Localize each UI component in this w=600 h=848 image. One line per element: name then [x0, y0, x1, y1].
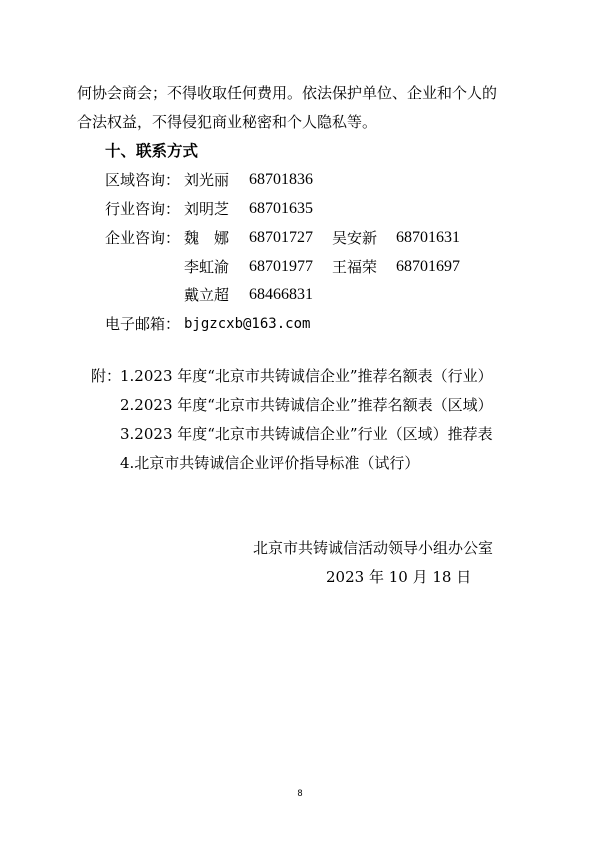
- enterprise-contact-name: 李虹渝: [184, 258, 230, 276]
- signing-organization: 北京市共铸诚信活动领导小组办公室: [253, 539, 494, 557]
- paragraph-line-2: 合法权益，不得侵犯商业秘密和个人隐私等。: [77, 113, 378, 131]
- attachment-item: 1.2023 年度“北京市共铸诚信企业”推荐名额表（行业）: [120, 367, 493, 385]
- enterprise-contact-name: 魏 娜: [184, 229, 230, 247]
- enterprise-contact-phone: 68701697: [396, 258, 460, 275]
- region-contact-name: 刘光丽: [184, 171, 230, 189]
- email-address[interactable]: bjgzcxb@163.com: [184, 316, 311, 332]
- enterprise-contact-label: 企业咨询：: [105, 229, 181, 247]
- paragraph-line-1: 何协会商会；不得收取任何费用。依法保护单位、企业和个人的: [77, 84, 498, 102]
- attachment-item: 2.2023 年度“北京市共铸诚信企业”推荐名额表（区域）: [120, 396, 493, 414]
- industry-contact-name: 刘明芝: [184, 200, 230, 218]
- attachment-item: 3.2023 年度“北京市共铸诚信企业”行业（区域）推荐表: [120, 425, 493, 443]
- attachments-label: 附：: [91, 367, 122, 385]
- industry-contact-phone: 68701635: [249, 200, 313, 217]
- email-label: 电子邮箱：: [105, 315, 181, 333]
- attachment-item: 4.北京市共铸诚信企业评价指导标准（试行）: [120, 454, 420, 472]
- enterprise-contact-phone: 68701977: [249, 258, 313, 275]
- enterprise-contact-name: 戴立超: [184, 286, 230, 304]
- enterprise-contact-phone: 68466831: [249, 286, 313, 303]
- section-heading: 十、联系方式: [105, 142, 199, 160]
- enterprise-contact-phone: 68701727: [249, 229, 313, 246]
- page-number: 8: [297, 788, 303, 798]
- enterprise-contact-phone: 68701631: [396, 229, 460, 246]
- signing-date: 2023 年 10 月 18 日: [326, 568, 472, 586]
- industry-contact-label: 行业咨询：: [105, 200, 181, 218]
- region-contact-label: 区域咨询：: [105, 171, 181, 189]
- enterprise-contact-name: 吴安新: [332, 229, 378, 247]
- enterprise-contact-name: 王福荣: [332, 258, 378, 276]
- region-contact-phone: 68701836: [249, 171, 313, 188]
